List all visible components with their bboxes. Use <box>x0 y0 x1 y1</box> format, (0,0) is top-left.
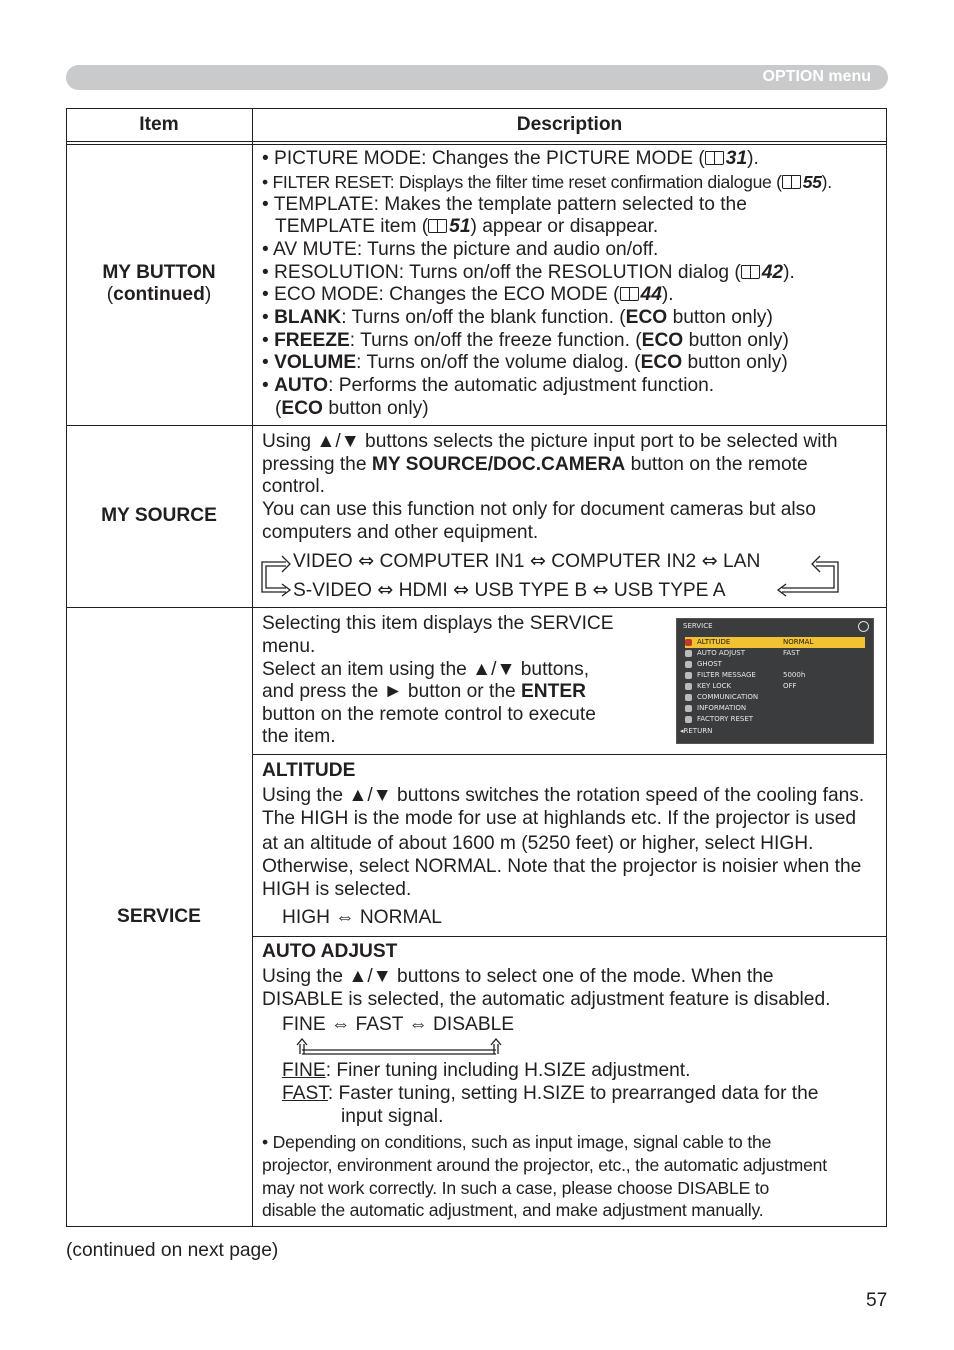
auto-adjust-loop-arrow <box>296 1038 506 1058</box>
filter-icon <box>685 672 692 679</box>
source-cycle-loop-arrows <box>256 549 846 602</box>
header-divider-2 <box>66 144 887 145</box>
service-intro-3: Select an item using the ▲/▼ buttons, <box>262 659 590 680</box>
desc-blank: • BLANK: Turns on/off the blank function. (ECO button only) <box>262 307 773 328</box>
desc-filter-reset: • FILTER RESET: Displays the filter time reset confirmation dialogue ( 55). <box>262 172 832 192</box>
reset-icon <box>685 716 692 723</box>
auto-adjust-note-4: disable the automatic adjustment, and make adjustment manually. <box>262 1200 764 1220</box>
auto-adjust-options: FINE ⇔ FAST ⇔ DISABLE <box>282 1014 515 1035</box>
menu-row-information: INFORMATION <box>685 703 865 714</box>
auto-adjust-note-2: projector, environment around the projector, etc., the automatic adjustment <box>262 1155 827 1175</box>
menu-row-communication: COMMUNICATION <box>685 692 865 703</box>
row-divider <box>66 607 887 608</box>
altitude-line4: Otherwise, select NORMAL. Note that the projector is noisier when the <box>262 856 862 877</box>
item-my-button: MY BUTTON <box>102 262 216 283</box>
auto-adjust-fine: FINE: Finer tuning including H.SIZE adjustment. <box>282 1060 691 1081</box>
column-divider <box>252 108 253 1227</box>
service-intro-5: button on the remote control to execute <box>262 704 596 725</box>
desc-volume: • VOLUME: Turns on/off the volume dialog. (ECO button only) <box>262 352 788 373</box>
altitude-line5: HIGH is selected. <box>262 879 412 900</box>
book-icon <box>741 265 761 279</box>
menu-row-altitude: ALTITUDE NORMAL <box>685 637 865 648</box>
menu-title: SERVICE <box>683 622 713 630</box>
auto-adjust-note-1: • Depending on conditions, such as input image, signal cable to the <box>262 1132 772 1152</box>
desc-auto: • AUTO: Performs the automatic adjustment function. <box>262 375 715 396</box>
info-icon <box>685 705 692 712</box>
auto-adjust-line1: Using the ▲/▼ buttons to select one of the mode. When the <box>262 966 774 987</box>
page-number: 57 <box>866 1290 888 1311</box>
menu-row-key-lock: KEY LOCK OFF <box>685 681 865 692</box>
my-source-line5: computers and other equipment. <box>262 522 539 543</box>
column-header-item: Item <box>139 114 179 135</box>
service-intro-6: the item. <box>262 726 336 747</box>
desc-freeze: • FREEZE: Turns on/off the freeze function. (ECO button only) <box>262 330 789 351</box>
desc-eco-mode: • ECO MODE: Changes the ECO MODE ( 44). <box>262 284 674 305</box>
book-icon <box>705 151 725 165</box>
menu-return: ◂RETURN <box>680 727 713 735</box>
sub-row-divider <box>252 936 887 937</box>
altitude-icon <box>685 639 692 646</box>
menu-row-filter-message: FILTER MESSAGE 5000h <box>685 670 865 681</box>
desc-template-line1: • TEMPLATE: Makes the template pattern selected to the <box>262 194 747 215</box>
auto-adjust-title: AUTO ADJUST <box>262 941 398 962</box>
source-cycle-row2: S-VIDEO ⇔ HDMI ⇔ USB TYPE B ⇔ USB TYPE A <box>293 578 726 601</box>
book-icon <box>782 175 802 189</box>
ghost-icon <box>685 661 692 668</box>
auto-adjust-icon <box>685 650 692 657</box>
altitude-title: ALTITUDE <box>262 760 356 781</box>
service-menu-screenshot <box>676 618 874 744</box>
my-source-line3: control. <box>262 476 325 497</box>
menu-row-ghost: GHOST <box>685 659 865 670</box>
book-icon <box>620 287 640 301</box>
column-header-description: Description <box>516 114 623 135</box>
section-header-bar <box>66 65 888 90</box>
service-intro-1: Selecting this item displays the SERVICE <box>262 613 614 634</box>
lock-icon <box>685 683 692 690</box>
altitude-line1: Using the ▲/▼ buttons switches the rotation speed of the cooling fans. <box>262 785 865 806</box>
sub-row-divider <box>252 754 887 755</box>
auto-adjust-line2: DISABLE is selected, the automatic adjustment feature is disabled. <box>262 989 831 1010</box>
service-intro-2: menu. <box>262 636 316 657</box>
my-source-line2: pressing the MY SOURCE/DOC.CAMERA button on the remote <box>262 454 808 475</box>
desc-picture-mode: • PICTURE MODE: Changes the PICTURE MODE ( 31). <box>262 148 759 169</box>
settings-icon <box>858 621 869 632</box>
desc-resolution: • RESOLUTION: Turns on/off the RESOLUTION dialog ( 42). <box>262 262 795 283</box>
service-intro-4: and press the ► button or the ENTER <box>262 681 587 702</box>
altitude-options: HIGH ⇔ NORMAL <box>282 907 442 928</box>
my-source-line1: Using ▲/▼ buttons selects the picture input port to be selected with <box>262 431 838 452</box>
auto-adjust-note-3: may not work correctly. In such a case, please choose DISABLE to <box>262 1178 770 1198</box>
altitude-line3: at an altitude of about 1600 m (5250 feet) or higher, select HIGH. <box>262 833 814 854</box>
header-divider-1 <box>66 141 887 142</box>
item-my-button-continued: (continued) <box>106 284 212 305</box>
communication-icon <box>685 694 692 701</box>
book-icon <box>428 219 448 233</box>
item-my-source: MY SOURCE <box>101 505 217 526</box>
menu-row-factory-reset: FACTORY RESET <box>685 714 865 725</box>
desc-auto-eco: (ECO button only) <box>275 398 429 419</box>
auto-adjust-fast: FAST: Faster tuning, setting H.SIZE to prearranged data for the <box>282 1083 819 1104</box>
auto-adjust-fast-2: input signal. <box>341 1106 444 1127</box>
continued-note: (continued on next page) <box>66 1240 279 1261</box>
desc-av-mute: • AV MUTE: Turns the picture and audio on/off. <box>262 239 659 260</box>
section-title: OPTION menu <box>762 68 871 85</box>
desc-template-line2: TEMPLATE item ( 51) appear or disappear. <box>275 216 659 237</box>
source-cycle-row1: VIDEO ⇔ COMPUTER IN1 ⇔ COMPUTER IN2 ⇔ LAN <box>293 549 761 572</box>
menu-row-auto-adjust: AUTO ADJUST FAST <box>685 648 865 659</box>
item-service: SERVICE <box>117 906 201 927</box>
altitude-line2: The HIGH is the mode for use at highlands etc. If the projector is used <box>262 808 857 829</box>
my-source-line4: You can use this function not only for document cameras but also <box>262 499 816 520</box>
row-divider <box>66 425 887 426</box>
